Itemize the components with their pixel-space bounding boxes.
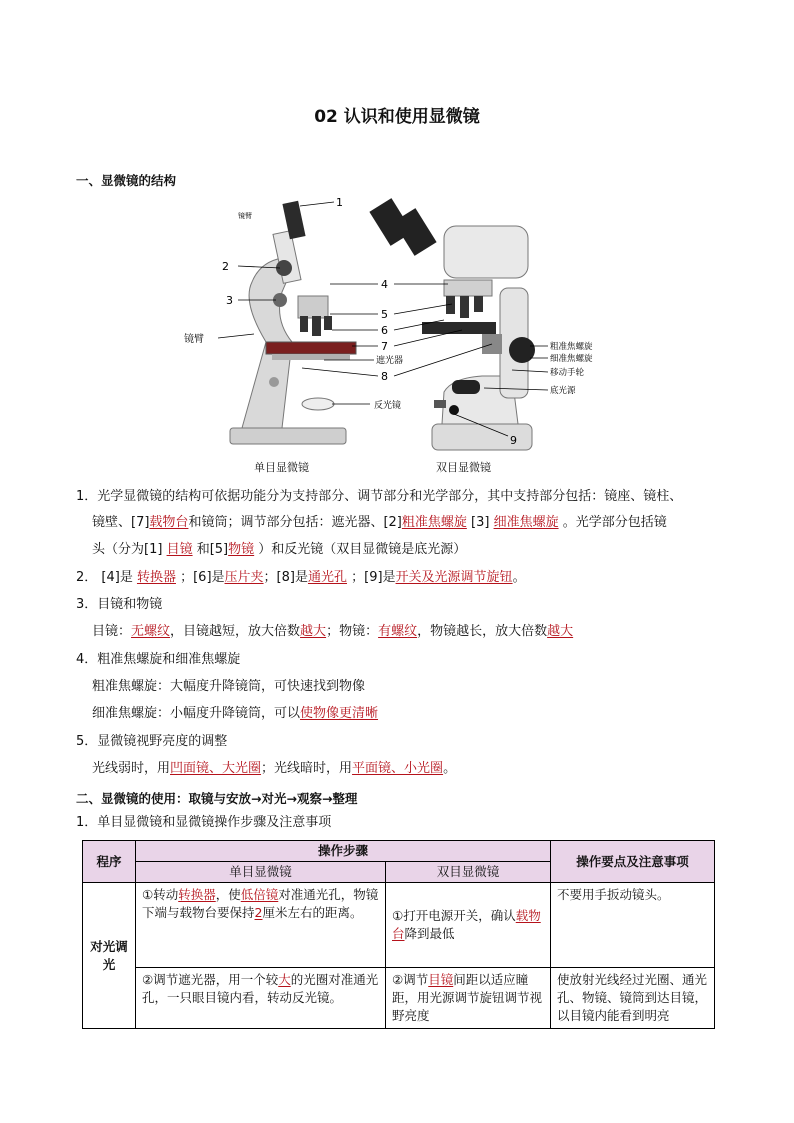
answer: 压片夹 [224, 570, 264, 585]
p4-line-2: 细准焦螺旋：小幅度升降镜筒，可以使物像更清晰 [92, 706, 379, 721]
label-xizhun: 细准焦螺旋 [550, 354, 593, 364]
section-heading-usage: 二、显微镜的使用：取镜与安放→对光→观察→整理 [76, 791, 358, 806]
row-heading-light: 对光调光 [83, 883, 136, 1029]
answer: 载物台 [149, 515, 189, 530]
label-7: 7 [381, 340, 388, 353]
p3-line: 目镜：无螺纹，目镜越短，放大倍数越大；物镜：有螺纹，物镜越长，放大倍数越大 [92, 624, 574, 639]
label-8: 8 [381, 370, 388, 383]
p1-line-c: 头（分为[1] 目镜 和[5]物镜 ）和反光镜（双目显微镜是底光源） [92, 542, 467, 557]
cell-bino-step1: ①打开电源开关，确认载物台降到最低 [386, 883, 551, 968]
cell-mono-step1: ①转动转换器，使低倍镜对准通光孔，物镜下端与载物台要保持2厘米左右的距离。 [136, 883, 386, 968]
operation-table [82, 840, 715, 1029]
label-zheguangqi: 遮光器 [376, 356, 404, 366]
page-title: 02 认识和使用显微镜 [314, 107, 480, 127]
microscope-figure [182, 192, 612, 474]
cell-note-1: 不要用手扳动镜头。 [551, 883, 715, 968]
caption-monocular: 单目显微镜 [254, 461, 309, 474]
answer: 有螺纹 [378, 624, 418, 639]
binocular-microscope-illustration [369, 198, 535, 450]
table-row [83, 968, 715, 1029]
header-steps: 操作步骤 [136, 841, 551, 862]
section-heading-structure: 一、显微镜的结构 [76, 173, 177, 188]
label-diguangyuan: 底光源 [550, 386, 576, 396]
answer: 目镜 [428, 972, 454, 987]
answer: 目镜 [166, 542, 193, 557]
label-5: 5 [381, 308, 388, 321]
answer: 使物像更清晰 [300, 706, 379, 721]
label-fanguangjing: 反光镜 [374, 401, 402, 411]
answer: 平面镜、小光圈 [352, 761, 444, 776]
cell-note-2: 使放射光线经过光圈、通光孔、物镜、镜筒到达目镜，以目镜内能看到明亮 [551, 968, 715, 1029]
p4-heading: 4．粗准焦螺旋和细准焦螺旋 [76, 652, 241, 667]
answer: 细准焦螺旋 [493, 515, 559, 530]
cell-mono-step2: ②调节遮光器，用一个较大的光圈对准通光孔，一只眼目镜内看，转动反光镜。 [136, 968, 386, 1029]
answer: 越大 [547, 624, 574, 639]
answer: 粗准焦螺旋 [401, 515, 467, 530]
label-6: 6 [381, 324, 388, 337]
header-monocular: 单目显微镜 [136, 862, 386, 883]
p4-line-1: 粗准焦螺旋：大幅度升降镜筒，可快速找到物像 [92, 679, 366, 694]
monocular-microscope-illustration [230, 201, 356, 444]
answer: 无螺纹 [131, 624, 171, 639]
answer: 低倍镜 [240, 887, 279, 902]
label-jingbi: 镜臂 [184, 334, 204, 345]
answer: 物镜 [228, 542, 255, 557]
answer: 转换器 [178, 887, 216, 902]
table-row [83, 883, 715, 968]
caption-binocular: 双目显微镜 [436, 461, 491, 474]
cell-bino-step2: ②调节目镜间距以适应瞳距，用光源调节旋钮调节视野亮度 [386, 968, 551, 1029]
answer: 凹面镜、大光圈 [170, 761, 262, 776]
label-cuzhun: 粗准焦螺旋 [550, 342, 593, 352]
answer: 开关及光源调节旋钮 [395, 570, 513, 585]
label-2: 2 [222, 260, 229, 273]
label-9: 9 [510, 434, 517, 447]
p2-line: 2． [4]是 转换器 ；[6]是压片夹；[8]是通光孔 ；[9]是开关及光源调节旋钮。 [76, 570, 526, 585]
answer: 大 [278, 972, 291, 987]
p1-line-a: 1．光学显微镜的结构可依据功能分为支持部分、调节部分和光学部分，其中支持部分包括：镜座、镜柱、 [76, 489, 683, 504]
answer: 2 [254, 905, 263, 920]
label-yidong: 移动手轮 [550, 368, 585, 378]
answer: 载物台 [392, 908, 541, 941]
p1-line-b: 镜壁、[7]载物台和镜筒；调节部分包括：遮光器、[2]粗准焦螺旋 [3] 细准焦螺旋 。光学部分包括镜 [92, 515, 667, 530]
p5-heading: 5．显微镜视野亮度的调整 [76, 734, 228, 749]
answer: 通光孔 [307, 570, 347, 585]
header-procedure: 程序 [83, 841, 136, 883]
p5-line: 光线弱时，用凹面镜、大光圈；光线暗时，用平面镜、小光圈。 [92, 761, 457, 776]
answer: 转换器 [136, 570, 176, 585]
label-4: 4 [381, 278, 388, 291]
s2-p1: 1．单目显微镜和显微镜操作步骤及注意事项 [76, 815, 332, 830]
label-1: 1 [336, 196, 343, 209]
header-binocular: 双目显微镜 [386, 862, 551, 883]
header-notes: 操作要点及注意事项 [551, 841, 715, 883]
label-jingbi-small: 镜臂 [238, 212, 252, 220]
p3-heading: 3．目镜和物镜 [76, 597, 163, 612]
answer: 越大 [300, 624, 327, 639]
label-3: 3 [226, 294, 233, 307]
